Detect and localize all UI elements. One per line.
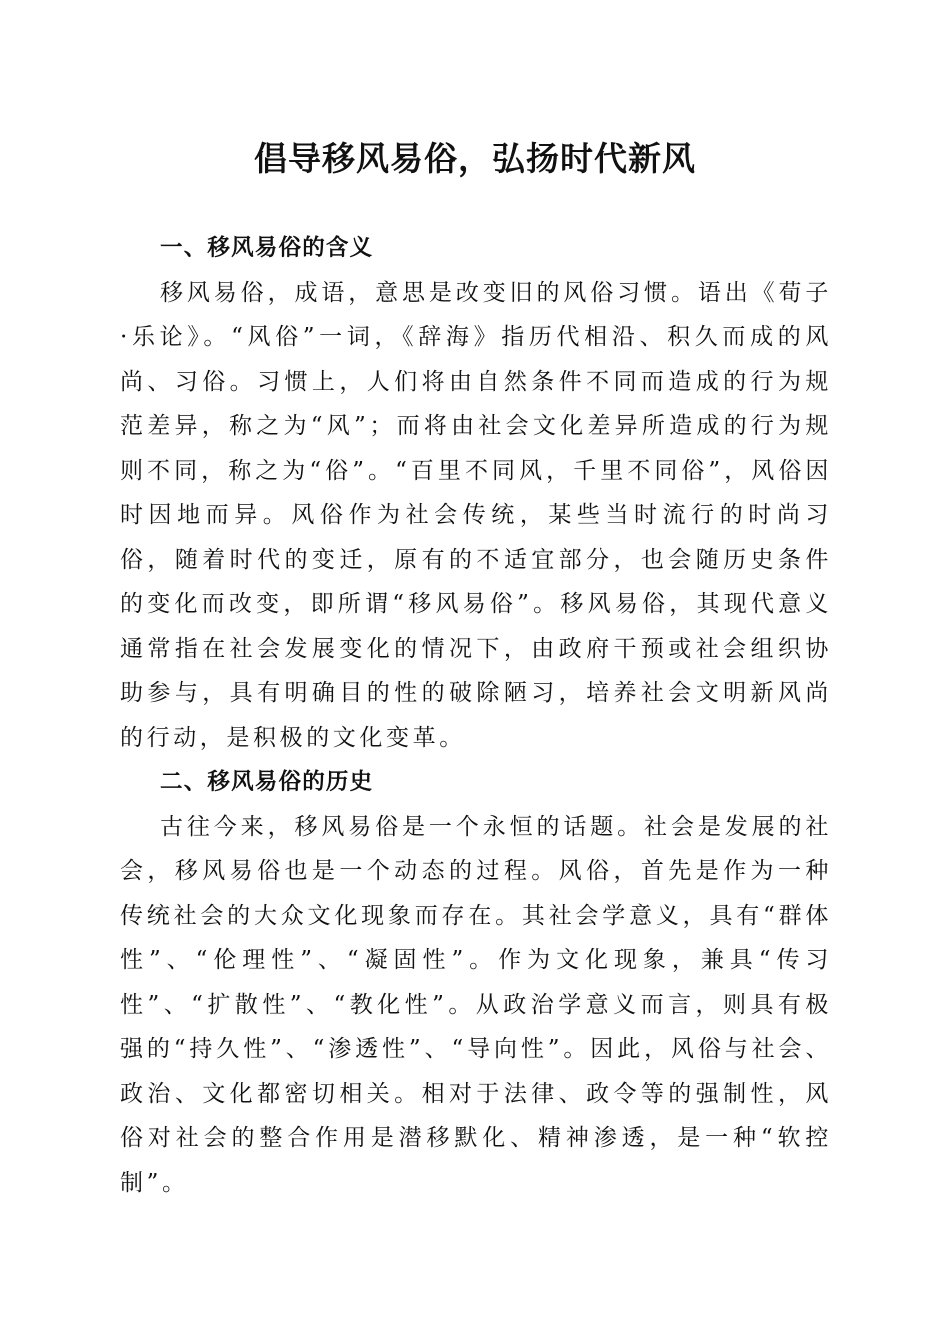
section-paragraph-meaning: 移风易俗，成语，意思是改变旧的风俗习惯。语出《荀子·乐论》。“风俗”一词，《辞海》指历代相沿、积久而成的风尚、习俗。习惯上，人们将由自然条件不同而造成的行为规范差异，称之为“风”；而将由社会文化差异所造成的行为规则不同，称之为“俗”。“百里不同风，千里不同俗”，风俗因时因地而异。风俗作为社会传统，某些当时流行的时尚习俗，随着时代的变迁，原有的不适宜部分，也会随历史条件的变化而改变，即所谓“移风易俗”。移风易俗，其现代意义通常指在社会发展变化的情况下，由政府干预或社会组织协助参与，具有明确目的性的破除陋习，培养社会文明新风尚的行动，是积极的文化变革。 [120,279,832,751]
document-title: 倡导移风易俗，弘扬时代新风 [254,139,696,178]
section-heading-meaning: 一、移风易俗的含义 [160,235,374,261]
section-paragraph-history: 古往今来，移风易俗是一个永恒的话题。社会是发展的社会，移风易俗也是一个动态的过程。风俗，首先是作为一种传统社会的大众文化现象而存在。其社会学意义，具有“群体性”、“伦理性”、“凝固性”。作为文化现象，兼具“传习性”、“扩散性”、“教化性”。从政治学意义而言，则具有极强的“持久性”、“渗透性”、“导向性”。因此，风俗与社会、政治、文化都密切相关。相对于法律、政令等的强制性，风俗对社会的整合作用是潜移默化、精神渗透，是一种“软控制”。 [120,813,832,1196]
document-body [120,226,832,1205]
section-heading-history: 二、移风易俗的历史 [160,769,374,795]
